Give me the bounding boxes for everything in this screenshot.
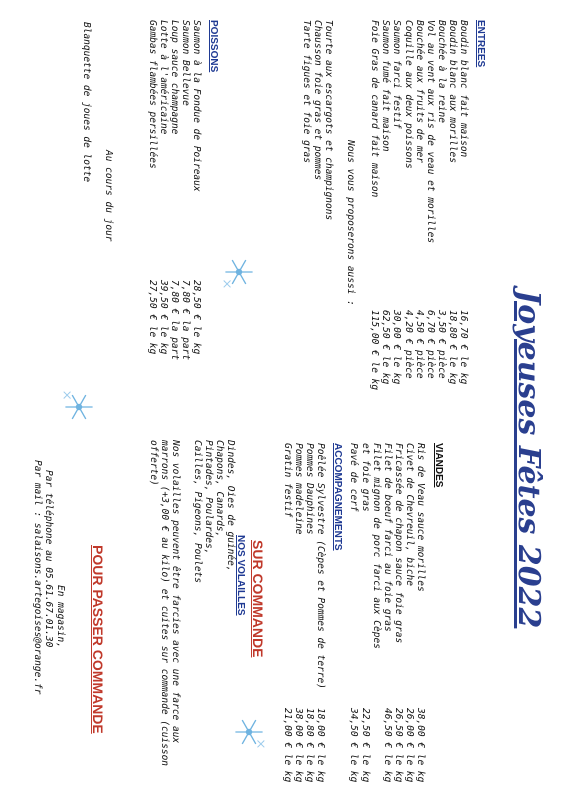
item-price: 30,00 € le kg [391,310,403,385]
entrees-heading: ENTREES [475,20,486,68]
commande-magasin: En magasin, [55,585,66,648]
list-item [293,443,304,783]
list-item: Pintades, Poulardes, [202,440,214,555]
list-item: Chapons, Canards, [213,440,225,538]
accompagnements-list [282,443,326,783]
list-item [380,20,391,385]
item-name: Foie Gras de canard fait maison [369,20,381,198]
item-price: 4,50 € pièce [413,310,425,379]
volailles-list [192,440,236,640]
item-price: 27,50 € le kg [146,280,158,355]
commande-mail: Par mail : salaisons.artegoises@orange.fr [32,460,43,695]
snowflake-icon [222,255,256,289]
item-name: Loup sauce champagne [168,20,180,135]
item-price: 115,00 € le kg [369,310,381,391]
list-item [158,20,169,355]
snowflake-icon [62,390,96,424]
viandes-list [348,443,426,783]
item-name: Bouchée aux fruits de mer [413,20,425,163]
item-price: 18,80 € le kg [446,310,458,385]
list-item [304,443,315,783]
item-name: Saumon Bellevue [179,20,191,106]
list-item [147,20,158,355]
item-price: 6,70 € pièce [424,310,436,379]
item-name: Filet de boeuf farci au foie gras [381,443,393,632]
list-item: Cailles, Pigeons, Poulets [191,440,203,583]
item-name: Bouchée à la reine [435,20,447,123]
list-item [425,20,436,385]
item-name: Pavé de cerf [348,443,360,512]
au-cours-item: Blanquette de joues de lotte [81,22,92,183]
item-price: 26,00 € le kg [403,708,415,783]
item-name: Saumon farci festif [391,20,403,129]
list-item [282,443,293,783]
item-price: 34,50 € le kg [348,708,360,783]
list-item [168,20,180,361]
item-price: 21,00 € le kg [281,708,293,783]
item-price: 22,50 € le kg [359,708,371,783]
also-label: Nous vous proposerons aussi : [345,140,356,306]
list-item: Dindes, Oies de guinée, [225,440,236,572]
item-price: 38,00 € le kg [292,708,304,783]
list-item [179,20,191,361]
also-list [301,20,334,320]
item-name: Lotte à l'américaine [157,20,169,135]
item-price: 3,50 € pièce [435,310,447,379]
list-item [369,20,381,391]
list-item: Tourte aux escargots et champignons [323,20,334,221]
poissons-list [146,20,202,361]
list-item [371,443,382,783]
item-price: 28,50 € le kg [191,280,202,355]
list-item [414,20,425,385]
volailles-heading: NOS VOLAILLES [235,535,246,616]
item-price: 16,70 € le kg [458,310,469,385]
item-name: Saumon fumé fait maison [380,20,392,152]
list-item [415,443,426,783]
item-price: 7,80 € la part [168,280,180,361]
list-item [359,443,370,783]
list-item [404,443,415,783]
list-item [191,20,202,355]
item-price: 26,50 € le kg [392,708,404,783]
item-name: Vol au vent aux ris de veau et morilles [424,20,436,244]
item-price: 62,50 € le kg [380,310,392,385]
page-title: Joyeuses Fêtes 2022 [511,290,546,629]
item-name: Poêlée Sylvestre (Cèpes et Pommes de terre) [315,443,326,689]
item-name: Gratin festif [281,443,293,518]
volailles-note: Nos volailles peuvent être farcies avec une farce aux marrons (+3,00 € au kilo) et cuites sur commande (cuisson offerte) [147,440,181,767]
item-name: Filet mignon de porc farci aux Cèpes [370,443,382,649]
snowflake-icon [232,715,266,749]
item-price: 4,20 € pièce [402,310,414,379]
viandes-heading: VIANDES [433,443,444,488]
item-name: Pommes madeleine [292,443,304,535]
item-price: 18,80 € le kg [303,708,315,783]
commande-telephone: Par téléphone au 05.61.67.01.30 [43,470,54,648]
item-name: Coquille aux deux poissons [402,20,414,169]
list-item [348,443,359,783]
item-name: Pommes Dauphines [303,443,315,535]
poissons-heading: POISSONS [208,20,219,73]
list-item [402,20,413,385]
item-price: 7,80 € la part [179,280,191,361]
au-cours-label: Au cours du jour [103,150,114,242]
entrees-list [369,20,469,391]
list-item [393,443,404,783]
item-price: 46,50 € le kg [381,708,393,783]
list-item [391,20,402,385]
item-name: Fricassée de chapon sauce foie gras [392,443,404,644]
item-name: et foie gras [359,443,371,512]
sur-commande-heading: SUR COMMANDE [250,540,266,658]
item-name: Boudin blanc fait maison [458,20,469,158]
list-item [315,443,326,783]
item-price: 38,00 € le kg [415,708,426,783]
item-price: 18,00 € le kg [315,708,326,783]
list-item [458,20,469,385]
list-item: Tarte figues et foie gras [300,20,312,163]
item-name: Boudin blanc aux morilles [446,20,458,163]
item-name: Civet de Chevreuil, biche [403,443,415,586]
item-name: Ris de Veau sauce morilles [415,443,426,592]
accompagnements-heading: ACCOMPAGNEMENTS [332,443,343,551]
item-name: Saumon à la Fondue de Poireaux [191,20,202,192]
list-item: Chausson foie gras et pommes [311,20,323,181]
list-item [382,443,393,783]
list-item [447,20,458,385]
list-item [436,20,447,385]
item-price: 39,50 € le kg [157,280,169,355]
commande-heading: POUR PASSER COMMANDE [90,545,106,734]
item-name: Gambas flambées persillées [146,20,158,169]
